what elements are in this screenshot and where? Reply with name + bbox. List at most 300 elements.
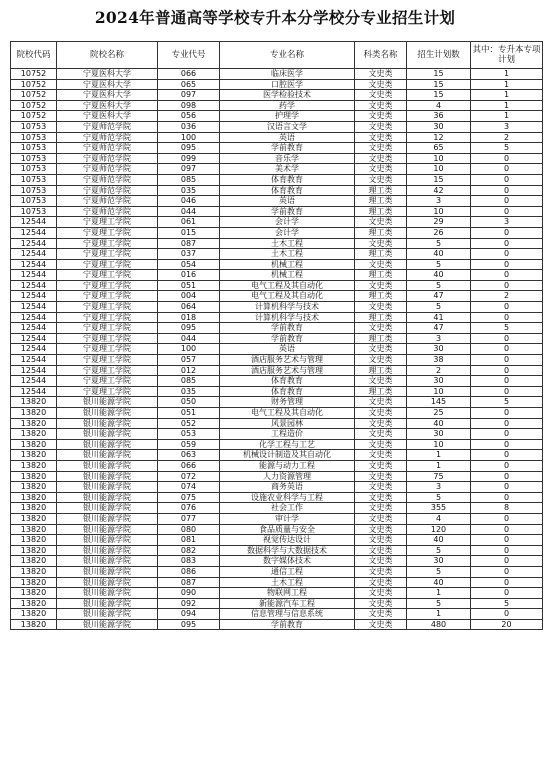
school-code-cell: 12544: [11, 344, 57, 355]
school-name-cell: 银川能源学院: [57, 598, 158, 609]
category-cell: 文史类: [355, 545, 407, 556]
category-cell: 文史类: [355, 535, 407, 546]
special-plan-cell: 1: [471, 69, 543, 80]
plan-count-cell: 10: [407, 164, 471, 175]
table-row: [11, 333, 543, 344]
table-row: [11, 503, 543, 514]
table-row: [11, 355, 543, 366]
major-code-cell: 097: [158, 164, 220, 175]
plan-count-cell: 10: [407, 439, 471, 450]
special-plan-cell: 0: [471, 524, 543, 535]
page-title: 2024年普通高等学校专升本分学校分专业招生计划: [94, 8, 456, 27]
category-cell: 理工类: [355, 270, 407, 281]
table-row: [11, 609, 543, 620]
school-code-cell: 13820: [11, 577, 57, 588]
school-name-cell: 宁夏师范学院: [57, 143, 158, 154]
category-cell: 文史类: [355, 556, 407, 567]
table-row: [11, 132, 543, 143]
plan-count-cell: 40: [407, 535, 471, 546]
major-name-cell: 数据科学与大数据技术: [220, 545, 355, 556]
major-name-cell: 体育教育: [220, 386, 355, 397]
special-plan-cell: 0: [471, 344, 543, 355]
major-name-cell: 音乐学: [220, 153, 355, 164]
plan-count-cell: 10: [407, 386, 471, 397]
special-plan-cell: 0: [471, 164, 543, 175]
major-name-cell: 医学检验技术: [220, 90, 355, 101]
major-code-cell: 075: [158, 492, 220, 503]
school-name-cell: 宁夏理工学院: [57, 344, 158, 355]
category-cell: 文史类: [355, 471, 407, 482]
school-code-cell: 12544: [11, 249, 57, 260]
school-code-cell: 10752: [11, 69, 57, 80]
major-code-cell: 085: [158, 376, 220, 387]
special-plan-cell: 0: [471, 439, 543, 450]
plan-count-cell: 10: [407, 153, 471, 164]
table-row: [11, 100, 543, 111]
special-plan-cell: 0: [471, 492, 543, 503]
category-cell: 文史类: [355, 397, 407, 408]
plan-count-cell: 30: [407, 376, 471, 387]
category-cell: 文史类: [355, 524, 407, 535]
category-cell: 文史类: [355, 418, 407, 429]
special-plan-cell: 0: [471, 450, 543, 461]
plan-count-cell: 29: [407, 217, 471, 228]
school-name-cell: 宁夏理工学院: [57, 259, 158, 270]
major-name-cell: 机械设计制造及其自动化: [220, 450, 355, 461]
plan-count-cell: 40: [407, 577, 471, 588]
table-header-row: [11, 42, 543, 69]
special-plan-cell: 0: [471, 588, 543, 599]
plan-count-cell: 42: [407, 185, 471, 196]
plan-count-cell: 5: [407, 302, 471, 313]
category-cell: 文史类: [355, 450, 407, 461]
school-code-cell: 13820: [11, 439, 57, 450]
table-row: [11, 386, 543, 397]
category-cell: 文史类: [355, 302, 407, 313]
school-name-cell: 宁夏医科大学: [57, 100, 158, 111]
plan-count-cell: 15: [407, 90, 471, 101]
special-plan-cell: 1: [471, 90, 543, 101]
plan-count-cell: 5: [407, 238, 471, 249]
major-code-cell: 080: [158, 524, 220, 535]
plan-count-cell: 5: [407, 598, 471, 609]
school-code-cell: 13820: [11, 429, 57, 440]
category-cell: 文史类: [355, 577, 407, 588]
special-plan-cell: 0: [471, 185, 543, 196]
school-code-cell: 10753: [11, 153, 57, 164]
school-code-cell: 12544: [11, 227, 57, 238]
table-row: [11, 344, 543, 355]
table-row: [11, 513, 543, 524]
special-plan-cell: 0: [471, 355, 543, 366]
header-special-plan: 其中：专升本专项计划: [471, 42, 543, 69]
major-code-cell: 095: [158, 619, 220, 630]
plan-count-cell: 40: [407, 418, 471, 429]
plan-count-cell: 5: [407, 492, 471, 503]
plan-count-cell: 30: [407, 121, 471, 132]
major-name-cell: 英语: [220, 344, 355, 355]
table-row: [11, 238, 543, 249]
category-cell: 文史类: [355, 513, 407, 524]
major-name-cell: 英语: [220, 196, 355, 207]
special-plan-cell: 0: [471, 333, 543, 344]
category-cell: 文史类: [355, 143, 407, 154]
school-name-cell: 银川能源学院: [57, 577, 158, 588]
special-plan-cell: 1: [471, 100, 543, 111]
major-code-cell: 063: [158, 450, 220, 461]
special-plan-cell: 20: [471, 619, 543, 630]
major-code-cell: 046: [158, 196, 220, 207]
special-plan-cell: 0: [471, 270, 543, 281]
plan-count-cell: 47: [407, 291, 471, 302]
school-name-cell: 银川能源学院: [57, 566, 158, 577]
major-name-cell: 机械工程: [220, 270, 355, 281]
school-name-cell: 宁夏医科大学: [57, 79, 158, 90]
table-row: [11, 227, 543, 238]
special-plan-cell: 0: [471, 196, 543, 207]
school-code-cell: 13820: [11, 545, 57, 556]
school-code-cell: 10753: [11, 174, 57, 185]
school-code-cell: 12544: [11, 386, 57, 397]
table-row: [11, 270, 543, 281]
category-cell: 文史类: [355, 344, 407, 355]
special-plan-cell: 2: [471, 291, 543, 302]
major-code-cell: 035: [158, 185, 220, 196]
school-code-cell: 13820: [11, 397, 57, 408]
special-plan-cell: 0: [471, 609, 543, 620]
school-code-cell: 13820: [11, 450, 57, 461]
category-cell: 文史类: [355, 492, 407, 503]
plan-count-cell: 38: [407, 355, 471, 366]
table-row: [11, 312, 543, 323]
major-name-cell: 土木工程: [220, 577, 355, 588]
major-code-cell: 059: [158, 439, 220, 450]
major-name-cell: 计算机科学与技术: [220, 302, 355, 313]
major-name-cell: 物联网工程: [220, 588, 355, 599]
special-plan-cell: 0: [471, 227, 543, 238]
school-code-cell: 13820: [11, 566, 57, 577]
table-row: [11, 365, 543, 376]
major-code-cell: 094: [158, 609, 220, 620]
school-code-cell: 12544: [11, 365, 57, 376]
header-category: 科类名称: [355, 42, 407, 69]
special-plan-cell: 0: [471, 513, 543, 524]
plan-count-cell: 3: [407, 196, 471, 207]
plan-count-cell: 41: [407, 312, 471, 323]
school-name-cell: 银川能源学院: [57, 492, 158, 503]
plan-count-cell: 30: [407, 556, 471, 567]
table-row: [11, 376, 543, 387]
category-cell: 理工类: [355, 312, 407, 323]
category-cell: 文史类: [355, 439, 407, 450]
school-code-cell: 12544: [11, 270, 57, 281]
plan-count-cell: 5: [407, 545, 471, 556]
special-plan-cell: 5: [471, 143, 543, 154]
major-code-cell: 015: [158, 227, 220, 238]
major-name-cell: 电气工程及其自动化: [220, 408, 355, 419]
major-name-cell: 会计学: [220, 217, 355, 228]
category-cell: 文史类: [355, 153, 407, 164]
category-cell: 文史类: [355, 164, 407, 175]
plan-count-cell: 40: [407, 270, 471, 281]
plan-count-cell: 15: [407, 79, 471, 90]
major-code-cell: 098: [158, 100, 220, 111]
school-name-cell: 银川能源学院: [57, 460, 158, 471]
special-plan-cell: 0: [471, 238, 543, 249]
major-code-cell: 090: [158, 588, 220, 599]
category-cell: 文史类: [355, 566, 407, 577]
special-plan-cell: 0: [471, 206, 543, 217]
school-code-cell: 13820: [11, 460, 57, 471]
school-code-cell: 13820: [11, 556, 57, 567]
major-code-cell: 074: [158, 482, 220, 493]
plan-count-cell: 1: [407, 450, 471, 461]
table-row: [11, 598, 543, 609]
category-cell: 文史类: [355, 482, 407, 493]
school-name-cell: 银川能源学院: [57, 524, 158, 535]
table-row: [11, 90, 543, 101]
special-plan-cell: 0: [471, 386, 543, 397]
school-name-cell: 宁夏医科大学: [57, 69, 158, 80]
major-name-cell: 英语: [220, 132, 355, 143]
special-plan-cell: 0: [471, 312, 543, 323]
major-code-cell: 087: [158, 238, 220, 249]
table-row: [11, 450, 543, 461]
school-name-cell: 宁夏师范学院: [57, 185, 158, 196]
school-name-cell: 银川能源学院: [57, 609, 158, 620]
category-cell: 理工类: [355, 291, 407, 302]
major-code-cell: 065: [158, 79, 220, 90]
school-name-cell: 宁夏师范学院: [57, 174, 158, 185]
major-name-cell: 电气工程及其自动化: [220, 291, 355, 302]
category-cell: 文史类: [355, 619, 407, 630]
school-name-cell: 宁夏理工学院: [57, 217, 158, 228]
plan-count-cell: 1: [407, 460, 471, 471]
major-name-cell: 酒店服务艺术与管理: [220, 355, 355, 366]
school-code-cell: 10753: [11, 132, 57, 143]
table-row: [11, 323, 543, 334]
school-name-cell: 宁夏医科大学: [57, 111, 158, 122]
special-plan-cell: 3: [471, 217, 543, 228]
school-code-cell: 10752: [11, 90, 57, 101]
plan-count-cell: 3: [407, 333, 471, 344]
plan-count-cell: 5: [407, 259, 471, 270]
category-cell: 文史类: [355, 609, 407, 620]
special-plan-cell: 0: [471, 460, 543, 471]
school-name-cell: 宁夏师范学院: [57, 132, 158, 143]
special-plan-cell: 5: [471, 598, 543, 609]
major-name-cell: 汉语言文学: [220, 121, 355, 132]
major-code-cell: 052: [158, 418, 220, 429]
special-plan-cell: 0: [471, 280, 543, 291]
category-cell: 文史类: [355, 69, 407, 80]
major-name-cell: 学前教育: [220, 619, 355, 630]
table-row: [11, 429, 543, 440]
school-name-cell: 宁夏理工学院: [57, 227, 158, 238]
major-code-cell: 099: [158, 153, 220, 164]
major-code-cell: 044: [158, 206, 220, 217]
table-row: [11, 291, 543, 302]
plan-count-cell: 10: [407, 206, 471, 217]
school-name-cell: 银川能源学院: [57, 429, 158, 440]
category-cell: 文史类: [355, 588, 407, 599]
special-plan-cell: 8: [471, 503, 543, 514]
major-code-cell: 051: [158, 280, 220, 291]
category-cell: 理工类: [355, 185, 407, 196]
special-plan-cell: 0: [471, 302, 543, 313]
table-row: [11, 408, 543, 419]
category-cell: 文史类: [355, 280, 407, 291]
school-name-cell: 银川能源学院: [57, 619, 158, 630]
major-code-cell: 083: [158, 556, 220, 567]
school-code-cell: 13820: [11, 513, 57, 524]
school-name-cell: 银川能源学院: [57, 588, 158, 599]
table-row: [11, 164, 543, 175]
major-code-cell: 066: [158, 69, 220, 80]
header-major-code: 专业代号: [158, 42, 220, 69]
major-name-cell: 电气工程及其自动化: [220, 280, 355, 291]
major-code-cell: 092: [158, 598, 220, 609]
school-code-cell: 13820: [11, 471, 57, 482]
school-name-cell: 宁夏理工学院: [57, 386, 158, 397]
special-plan-cell: 0: [471, 418, 543, 429]
header-plan-count: 招生计划数: [407, 42, 471, 69]
major-code-cell: 053: [158, 429, 220, 440]
major-code-cell: 081: [158, 535, 220, 546]
major-code-cell: 054: [158, 259, 220, 270]
plan-count-cell: 1: [407, 588, 471, 599]
table-row: [11, 69, 543, 80]
school-name-cell: 宁夏理工学院: [57, 280, 158, 291]
major-code-cell: 076: [158, 503, 220, 514]
plan-count-cell: 4: [407, 513, 471, 524]
school-name-cell: 银川能源学院: [57, 535, 158, 546]
major-name-cell: 体育教育: [220, 376, 355, 387]
school-name-cell: 银川能源学院: [57, 439, 158, 450]
school-code-cell: 10752: [11, 79, 57, 90]
table-row: [11, 153, 543, 164]
table-row: [11, 280, 543, 291]
major-name-cell: 临床医学: [220, 69, 355, 80]
school-name-cell: 宁夏理工学院: [57, 323, 158, 334]
school-name-cell: 银川能源学院: [57, 482, 158, 493]
special-plan-cell: 0: [471, 429, 543, 440]
category-cell: 文史类: [355, 376, 407, 387]
school-code-cell: 13820: [11, 482, 57, 493]
school-code-cell: 12544: [11, 259, 57, 270]
table-row: [11, 439, 543, 450]
school-name-cell: 银川能源学院: [57, 450, 158, 461]
school-name-cell: 宁夏理工学院: [57, 376, 158, 387]
major-name-cell: 人力资源管理: [220, 471, 355, 482]
major-name-cell: 化学工程与工艺: [220, 439, 355, 450]
school-name-cell: 银川能源学院: [57, 556, 158, 567]
table-row: [11, 545, 543, 556]
school-name-cell: 宁夏医科大学: [57, 90, 158, 101]
table-row: [11, 524, 543, 535]
category-cell: 文史类: [355, 598, 407, 609]
enrollment-plan-table: [10, 41, 543, 630]
major-name-cell: 酒店服务艺术与管理: [220, 365, 355, 376]
table-row: [11, 460, 543, 471]
school-name-cell: 银川能源学院: [57, 397, 158, 408]
major-name-cell: 工程造价: [220, 429, 355, 440]
table-row: [11, 577, 543, 588]
school-code-cell: 10753: [11, 143, 57, 154]
school-code-cell: 10753: [11, 185, 57, 196]
plan-count-cell: 30: [407, 429, 471, 440]
major-name-cell: 设施农业科学与工程: [220, 492, 355, 503]
major-code-cell: 012: [158, 365, 220, 376]
table-row: [11, 471, 543, 482]
school-code-cell: 13820: [11, 535, 57, 546]
school-name-cell: 宁夏师范学院: [57, 121, 158, 132]
major-name-cell: 学前教育: [220, 206, 355, 217]
plan-count-cell: 30: [407, 344, 471, 355]
special-plan-cell: 5: [471, 323, 543, 334]
header-school-code: 院校代码: [11, 42, 57, 69]
category-cell: 文史类: [355, 355, 407, 366]
major-code-cell: 077: [158, 513, 220, 524]
category-cell: 文史类: [355, 132, 407, 143]
special-plan-cell: 0: [471, 566, 543, 577]
table-row: [11, 111, 543, 122]
category-cell: 文史类: [355, 429, 407, 440]
major-name-cell: 口腔医学: [220, 79, 355, 90]
major-name-cell: 土木工程: [220, 238, 355, 249]
major-code-cell: 050: [158, 397, 220, 408]
school-code-cell: 12544: [11, 312, 57, 323]
school-code-cell: 13820: [11, 619, 57, 630]
major-name-cell: 能源与动力工程: [220, 460, 355, 471]
special-plan-cell: 1: [471, 111, 543, 122]
school-code-cell: 10753: [11, 196, 57, 207]
major-code-cell: 087: [158, 577, 220, 588]
plan-count-cell: 25: [407, 408, 471, 419]
table-row: [11, 619, 543, 630]
school-code-cell: 13820: [11, 503, 57, 514]
table-row: [11, 79, 543, 90]
major-code-cell: 036: [158, 121, 220, 132]
special-plan-cell: 0: [471, 556, 543, 567]
major-name-cell: 视觉传达设计: [220, 535, 355, 546]
school-code-cell: 13820: [11, 408, 57, 419]
school-name-cell: 宁夏理工学院: [57, 312, 158, 323]
school-name-cell: 宁夏理工学院: [57, 333, 158, 344]
school-name-cell: 银川能源学院: [57, 545, 158, 556]
category-cell: 文史类: [355, 100, 407, 111]
school-code-cell: 13820: [11, 524, 57, 535]
special-plan-cell: 2: [471, 132, 543, 143]
major-code-cell: 100: [158, 344, 220, 355]
plan-count-cell: 1: [407, 609, 471, 620]
school-name-cell: 银川能源学院: [57, 471, 158, 482]
major-code-cell: 095: [158, 323, 220, 334]
major-code-cell: 097: [158, 90, 220, 101]
special-plan-cell: 0: [471, 535, 543, 546]
table-row: [11, 249, 543, 260]
school-code-cell: 12544: [11, 291, 57, 302]
major-name-cell: 数字媒体技术: [220, 556, 355, 567]
table-row: [11, 217, 543, 228]
category-cell: 文史类: [355, 503, 407, 514]
plan-count-cell: 3: [407, 482, 471, 493]
major-name-cell: 护理学: [220, 111, 355, 122]
special-plan-cell: 0: [471, 471, 543, 482]
category-cell: 文史类: [355, 111, 407, 122]
table-row: [11, 185, 543, 196]
school-name-cell: 银川能源学院: [57, 408, 158, 419]
